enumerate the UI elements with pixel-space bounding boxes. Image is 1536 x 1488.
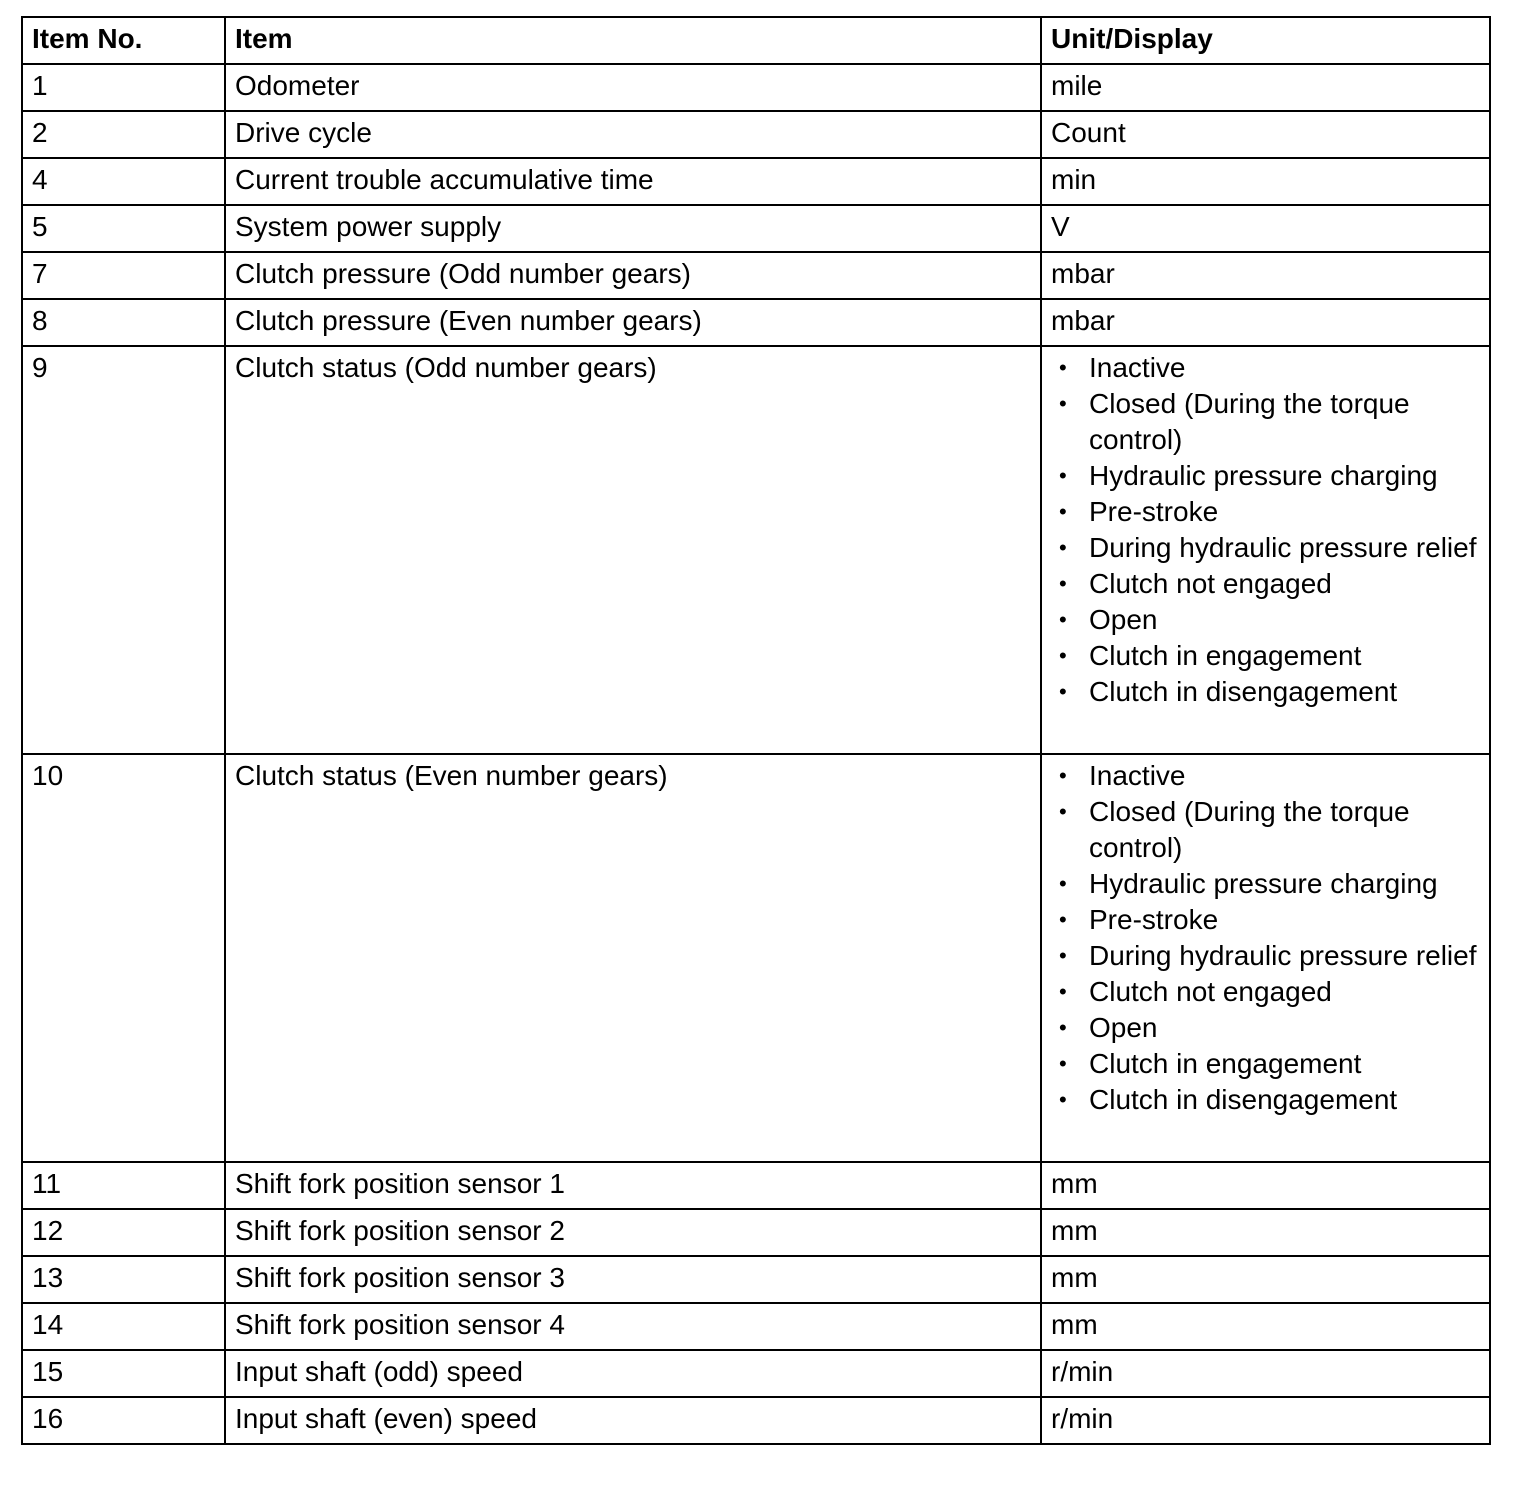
status-list-item: • Hydraulic pressure charging <box>1051 458 1480 494</box>
item-no-cell: 5 <box>22 205 225 252</box>
item-no-cell: 11 <box>22 1162 225 1209</box>
item-no-cell: 8 <box>22 299 225 346</box>
item-no-cell: 1 <box>22 64 225 111</box>
table-row <box>22 299 1490 346</box>
unit-display-cell: V <box>1041 205 1490 252</box>
unit-display-cell: mm <box>1041 1303 1490 1350</box>
status-list <box>1051 758 1480 1118</box>
item-no-cell: 13 <box>22 1256 225 1303</box>
header-item-no: Item No. <box>22 17 225 64</box>
table-row <box>22 1350 1490 1397</box>
item-cell: Input shaft (odd) speed <box>225 1350 1041 1397</box>
item-cell: Clutch pressure (Even number gears) <box>225 299 1041 346</box>
table-row <box>22 346 1490 754</box>
item-cell: Shift fork position sensor 4 <box>225 1303 1041 1350</box>
unit-display-cell: min <box>1041 158 1490 205</box>
item-cell: Shift fork position sensor 3 <box>225 1256 1041 1303</box>
item-cell: System power supply <box>225 205 1041 252</box>
item-cell: Clutch status (Even number gears) <box>225 754 1041 1162</box>
data-table <box>21 16 1491 1445</box>
item-no-cell: 12 <box>22 1209 225 1256</box>
table-row <box>22 1209 1490 1256</box>
status-list-item: • Inactive <box>1051 758 1480 794</box>
table-row <box>22 1162 1490 1209</box>
item-no-cell: 10 <box>22 754 225 1162</box>
table-row <box>22 252 1490 299</box>
unit-display-cell: mbar <box>1041 252 1490 299</box>
table-row <box>22 205 1490 252</box>
status-list-item: • Closed (During the torque control) <box>1051 386 1480 458</box>
status-list-item: • Clutch not engaged <box>1051 566 1480 602</box>
table-body <box>22 64 1490 1444</box>
header-unit-display: Unit/Display <box>1041 17 1490 64</box>
table-header-row <box>22 17 1490 64</box>
status-list-item: • Clutch in engagement <box>1051 1046 1480 1082</box>
status-list <box>1051 350 1480 710</box>
status-list-item: • Clutch in disengagement <box>1051 1082 1480 1118</box>
item-cell: Input shaft (even) speed <box>225 1397 1041 1444</box>
item-cell: Odometer <box>225 64 1041 111</box>
item-cell: Shift fork position sensor 1 <box>225 1162 1041 1209</box>
item-cell: Shift fork position sensor 2 <box>225 1209 1041 1256</box>
table-row <box>22 1397 1490 1444</box>
item-no-cell: 2 <box>22 111 225 158</box>
status-list-item: • Pre-stroke <box>1051 494 1480 530</box>
item-no-cell: 15 <box>22 1350 225 1397</box>
status-list-item: • Open <box>1051 602 1480 638</box>
status-list-item: • Clutch not engaged <box>1051 974 1480 1010</box>
item-no-cell: 9 <box>22 346 225 754</box>
table-row <box>22 158 1490 205</box>
item-no-cell: 14 <box>22 1303 225 1350</box>
status-list-item: • Inactive <box>1051 350 1480 386</box>
status-list-item: • Closed (During the torque control) <box>1051 794 1480 866</box>
item-no-cell: 7 <box>22 252 225 299</box>
item-cell: Clutch pressure (Odd number gears) <box>225 252 1041 299</box>
status-list-item: • Pre-stroke <box>1051 902 1480 938</box>
table-row <box>22 64 1490 111</box>
status-list-item: • Clutch in disengagement <box>1051 674 1480 710</box>
unit-display-cell: Count <box>1041 111 1490 158</box>
status-list-item: • Hydraulic pressure charging <box>1051 866 1480 902</box>
status-list-item: • Clutch in engagement <box>1051 638 1480 674</box>
item-cell: Current trouble accumulative time <box>225 158 1041 205</box>
status-list-item: • Open <box>1051 1010 1480 1046</box>
unit-display-cell: mm <box>1041 1162 1490 1209</box>
item-no-cell: 16 <box>22 1397 225 1444</box>
status-list-item: • During hydraulic pressure relief <box>1051 938 1480 974</box>
table-row <box>22 754 1490 1162</box>
item-cell: Drive cycle <box>225 111 1041 158</box>
header-item: Item <box>225 17 1041 64</box>
unit-display-cell <box>1041 346 1490 754</box>
unit-display-cell: mm <box>1041 1209 1490 1256</box>
unit-display-cell: r/min <box>1041 1397 1490 1444</box>
unit-display-cell: mile <box>1041 64 1490 111</box>
unit-display-cell <box>1041 754 1490 1162</box>
item-no-cell: 4 <box>22 158 225 205</box>
item-cell: Clutch status (Odd number gears) <box>225 346 1041 754</box>
unit-display-cell: mbar <box>1041 299 1490 346</box>
table-row <box>22 111 1490 158</box>
unit-display-cell: r/min <box>1041 1350 1490 1397</box>
status-list-item: • During hydraulic pressure relief <box>1051 530 1480 566</box>
unit-display-cell: mm <box>1041 1256 1490 1303</box>
table-row <box>22 1256 1490 1303</box>
table-row <box>22 1303 1490 1350</box>
